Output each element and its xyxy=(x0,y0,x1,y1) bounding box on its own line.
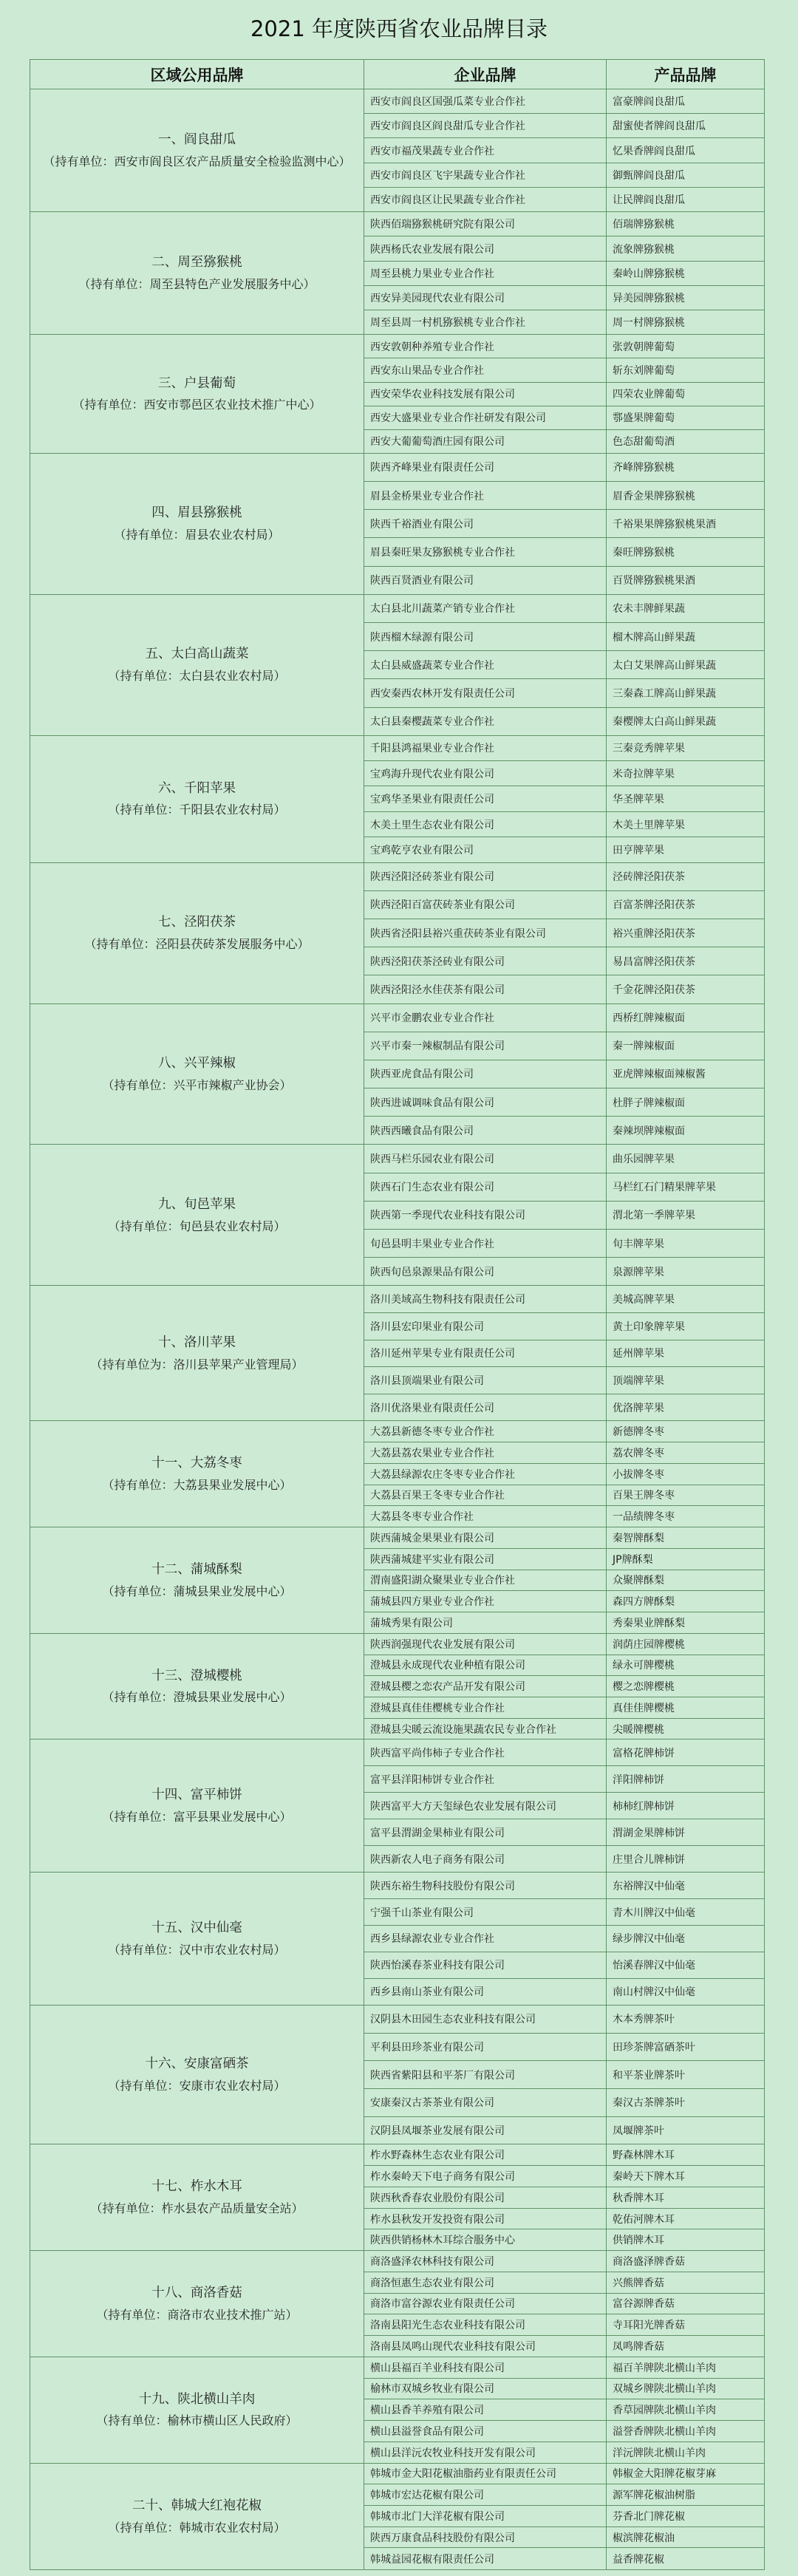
regional-brand-holder: （持有单位：周至县特色产业发展服务中心） xyxy=(78,277,316,292)
regional-brand-holder: （持有单位：韩城市农业农村局） xyxy=(108,2520,286,2535)
enterprise-brand-cell: 西安市阎良区让民果蔬专业合作社 xyxy=(364,187,607,211)
product-brand-cell: 千裕果果牌猕猴桃果酒 xyxy=(607,510,765,538)
product-brand-cell: 木美土里牌苹果 xyxy=(607,811,765,836)
regional-brand-name: 二、周至猕猴桃 xyxy=(151,255,242,270)
product-brand-cell: 百贤牌猕猴桃果酒 xyxy=(607,566,765,594)
table-row xyxy=(30,2144,765,2166)
enterprise-brand-cell: 西安大葡葡萄酒庄园有限公司 xyxy=(364,429,607,453)
product-brand-cell: 三秦森工牌高山鲜果蔬 xyxy=(607,679,765,707)
product-brand-cell: 田珍茶牌富硒茶叶 xyxy=(607,2033,765,2061)
enterprise-brand-cell: 洛川延州苹果专业有限责任公司 xyxy=(364,1340,607,1367)
product-brand-cell: 四荣农业牌葡萄 xyxy=(607,382,765,406)
table-header-row xyxy=(30,60,765,89)
product-brand-cell: 绿永可牌樱桃 xyxy=(607,1655,765,1676)
product-brand-cell: 杜胖子牌辣椒面 xyxy=(607,1088,765,1117)
regional-brand-cell xyxy=(30,862,364,1004)
enterprise-brand-cell: 安康秦汉古茶茶业有限公司 xyxy=(364,2089,607,2117)
enterprise-brand-cell: 澄城县樱之恋农产品开发有限公司 xyxy=(364,1676,607,1697)
regional-brand-cell xyxy=(30,2357,364,2463)
product-brand-cell: 富谷源牌香菇 xyxy=(607,2293,765,2314)
product-brand-cell: 青木川牌汉中仙毫 xyxy=(607,1899,765,1926)
product-brand-cell: 周一村牌猕猴桃 xyxy=(607,310,765,335)
regional-brand-cell xyxy=(30,212,364,335)
enterprise-brand-cell: 西安敦朝种养殖专业合作社 xyxy=(364,335,607,358)
enterprise-brand-cell: 陕西怡溪春茶业科技有限公司 xyxy=(364,1952,607,1978)
enterprise-brand-cell: 陕西新农人电子商务有限公司 xyxy=(364,1846,607,1873)
product-brand-cell: 泉源牌苹果 xyxy=(607,1258,765,1286)
product-brand-cell: 泾砖牌泾阳茯茶 xyxy=(607,862,765,890)
product-brand-cell: 富豪牌阎良甜瓜 xyxy=(607,89,765,114)
enterprise-brand-cell: 西安市阎良区阎良甜瓜专业合作社 xyxy=(364,114,607,138)
product-brand-cell: 裕兴重牌泾阳茯茶 xyxy=(607,919,765,947)
enterprise-brand-cell: 洛川县宏印果业有限公司 xyxy=(364,1312,607,1340)
enterprise-brand-cell: 韩城市宏达花椒有限公司 xyxy=(364,2484,607,2506)
enterprise-brand-cell: 兴平市秦一辣椒制品有限公司 xyxy=(364,1032,607,1060)
regional-brand-cell xyxy=(30,1286,364,1421)
enterprise-brand-cell: 平利县田珍茶业有限公司 xyxy=(364,2033,607,2061)
regional-brand-holder: （持有单位：太白县农业农村局） xyxy=(108,669,286,684)
regional-brand-holder: （持有单位：汉中市农业农村局） xyxy=(108,1942,286,1957)
enterprise-brand-cell: 西安大盛果业专业合作社研发有限公司 xyxy=(364,406,607,429)
product-brand-cell: 田亨牌苹果 xyxy=(607,837,765,862)
enterprise-brand-cell: 陕西旬邑泉源果品有限公司 xyxy=(364,1258,607,1286)
regional-brand-holder: （持有单位：柞水县农产品质量安全站） xyxy=(90,2201,304,2216)
regional-brand-cell xyxy=(30,1421,364,1527)
enterprise-brand-cell: 太白县北川蔬菜产销专业合作社 xyxy=(364,594,607,622)
regional-brand-cell xyxy=(30,1633,364,1740)
table-body xyxy=(30,89,765,2570)
enterprise-brand-cell: 商洛恒惠生态农业有限公司 xyxy=(364,2272,607,2293)
enterprise-brand-cell: 柞水秦岭天下电子商务有限公司 xyxy=(364,2166,607,2187)
enterprise-brand-cell: 大荔县绿源农庄冬枣专业合作社 xyxy=(364,1463,607,1485)
enterprise-brand-cell: 洛川县顶端果业有限公司 xyxy=(364,1367,607,1394)
enterprise-brand-cell: 陕西泾阳百富茯砖茶业有限公司 xyxy=(364,890,607,919)
enterprise-brand-cell: 柞水野森林生态农业有限公司 xyxy=(364,2144,607,2166)
header-enterprise-brand: 企业品牌 xyxy=(364,60,607,89)
enterprise-brand-cell: 大荔县百果王冬枣专业合作社 xyxy=(364,1485,607,1506)
product-brand-cell: 秦岭山牌猕猴桃 xyxy=(607,261,765,285)
regional-brand-name: 十四、富平柿饼 xyxy=(151,1788,242,1803)
product-brand-cell: 绿步牌汉中仙毫 xyxy=(607,1926,765,1952)
regional-brand-cell xyxy=(30,89,364,212)
enterprise-brand-cell: 西安荣华农业科技发展有限公司 xyxy=(364,382,607,406)
regional-brand-cell xyxy=(30,594,364,735)
enterprise-brand-cell: 陕西蒲城建平实业有限公司 xyxy=(364,1548,607,1570)
product-brand-cell: 木本秀牌茶叶 xyxy=(607,2005,765,2033)
enterprise-brand-cell: 商洛盛泽农林科技有限公司 xyxy=(364,2251,607,2272)
enterprise-brand-cell: 陕西供销杨林木耳综合服务中心 xyxy=(364,2229,607,2251)
product-brand-cell: 真佳佳牌樱桃 xyxy=(607,1697,765,1718)
enterprise-brand-cell: 渭南盛阳湖众聚果业专业合作社 xyxy=(364,1570,607,1591)
regional-brand-name: 二十、韩城大红袍花椒 xyxy=(132,2498,262,2513)
regional-brand-holder: （持有单位：澄城县果业发展中心） xyxy=(102,1690,292,1705)
product-brand-cell: 异美园牌猕猴桃 xyxy=(607,285,765,310)
product-brand-cell: 寺耳阳光牌香菇 xyxy=(607,2314,765,2336)
enterprise-brand-cell: 陕西第一季现代农业科技有限公司 xyxy=(364,1201,607,1229)
regional-brand-name: 七、泾阳茯茶 xyxy=(158,915,236,930)
regional-brand-name: 十一、大荔冬枣 xyxy=(151,1456,242,1471)
enterprise-brand-cell: 商洛市富谷源农业有限责任公司 xyxy=(364,2293,607,2314)
enterprise-brand-cell: 宁强千山茶业有限公司 xyxy=(364,1899,607,1926)
product-brand-cell: 东裕牌汉中仙毫 xyxy=(607,1873,765,1899)
enterprise-brand-cell: 陕西西曦食品有限公司 xyxy=(364,1117,607,1145)
product-brand-cell: 南山村牌汉中仙毫 xyxy=(607,1978,765,2005)
product-brand-cell: 米奇拉牌苹果 xyxy=(607,761,765,786)
enterprise-brand-cell: 旬邑县明丰果业专业合作社 xyxy=(364,1230,607,1258)
enterprise-brand-cell: 澄城县永成现代农业种植有限公司 xyxy=(364,1655,607,1676)
enterprise-brand-cell: 陕西齐峰果业有限责任公司 xyxy=(364,453,607,481)
product-brand-cell: 甜蜜使者牌阎良甜瓜 xyxy=(607,114,765,138)
regional-brand-holder: （持有单位：泾阳县茯砖茶发展服务中心） xyxy=(84,936,310,951)
table-row xyxy=(30,1421,765,1442)
enterprise-brand-cell: 千阳县鸿福果业专业合作社 xyxy=(364,735,607,760)
product-brand-cell: 凤堰牌茶叶 xyxy=(607,2116,765,2144)
table-row xyxy=(30,1873,765,1899)
product-brand-cell: 供销牌木耳 xyxy=(607,2229,765,2251)
product-brand-cell: 商洛盛泽牌香菇 xyxy=(607,2251,765,2272)
regional-brand-cell xyxy=(30,1873,364,2006)
enterprise-brand-cell: 韩城益园花椒有限责任公司 xyxy=(364,2548,607,2570)
regional-brand-cell xyxy=(30,2251,364,2357)
regional-brand-holder: （持有单位：商洛市农业技术推广站） xyxy=(96,2307,298,2322)
enterprise-brand-cell: 木美土里生态农业有限公司 xyxy=(364,811,607,836)
product-brand-cell: 延州牌苹果 xyxy=(607,1340,765,1367)
product-brand-cell: 旬丰牌苹果 xyxy=(607,1230,765,1258)
enterprise-brand-cell: 澄城县真佳佳樱桃专业合作社 xyxy=(364,1697,607,1718)
table-row xyxy=(30,453,765,481)
enterprise-brand-cell: 韩城市北门大洋花椒有限公司 xyxy=(364,2505,607,2526)
product-brand-cell: 源军牌花椒油树脂 xyxy=(607,2484,765,2506)
regional-brand-holder: （持有单位：旬邑县农业农村局） xyxy=(108,1219,286,1233)
regional-brand-holder: （持有单位：千阳县农业农村局） xyxy=(108,803,286,817)
enterprise-brand-cell: 陕西泾阳泾水佳茯茶有限公司 xyxy=(364,975,607,1004)
product-brand-cell: 百果王牌冬枣 xyxy=(607,1485,765,1506)
enterprise-brand-cell: 周至县桃力果业专业合作社 xyxy=(364,261,607,285)
product-brand-cell: 尖暖牌樱桃 xyxy=(607,1718,765,1740)
table-row xyxy=(30,2463,765,2484)
regional-brand-holder: （持有单位：安康市农业农村局） xyxy=(108,2078,286,2093)
regional-brand-holder: （持有单位：眉县农业农村局） xyxy=(114,528,280,542)
table-row xyxy=(30,862,765,890)
product-brand-cell: 易昌富牌泾阳茯茶 xyxy=(607,947,765,975)
product-brand-cell: 佰瑞牌猕猴桃 xyxy=(607,212,765,236)
table-row xyxy=(30,1004,765,1032)
product-brand-cell: 御甄牌阎良甜瓜 xyxy=(607,163,765,187)
regional-brand-cell xyxy=(30,2005,364,2144)
product-brand-cell: 洋阳牌柿饼 xyxy=(607,1766,765,1793)
regional-brand-name: 十、洛川苹果 xyxy=(158,1335,236,1350)
regional-brand-holder: （持有单位：蒲城县果业发展中心） xyxy=(102,1584,292,1598)
header-product-brand: 产品品牌 xyxy=(607,60,765,89)
enterprise-brand-cell: 汉阴县木田园生态农业科技有限公司 xyxy=(364,2005,607,2033)
enterprise-brand-cell: 宝鸡华圣果业有限责任公司 xyxy=(364,786,607,811)
product-brand-cell: 美城高牌苹果 xyxy=(607,1286,765,1313)
table-row xyxy=(30,1145,765,1173)
enterprise-brand-cell: 韩城市金大阳花椒油脂药业有限责任公司 xyxy=(364,2463,607,2484)
product-brand-cell: 益香牌花椒 xyxy=(607,2548,765,2570)
product-brand-cell: 富格花牌柿饼 xyxy=(607,1740,765,1766)
enterprise-brand-cell: 陕西榴木绿源有限公司 xyxy=(364,623,607,651)
enterprise-brand-cell: 兴平市金鹏农业专业合作社 xyxy=(364,1004,607,1032)
table-row xyxy=(30,735,765,760)
enterprise-brand-cell: 陕西富平大方天玺绿色农业发展有限公司 xyxy=(364,1793,607,1819)
product-brand-cell: 黄土印象牌苹果 xyxy=(607,1312,765,1340)
enterprise-brand-cell: 陕西千裕酒业有限公司 xyxy=(364,510,607,538)
product-brand-cell: 太白艾果牌高山鲜果蔬 xyxy=(607,651,765,679)
product-brand-cell: 让民牌阎良甜瓜 xyxy=(607,187,765,211)
enterprise-brand-cell: 陕西百贤酒业有限公司 xyxy=(364,566,607,594)
regional-brand-name: 六、千阳苹果 xyxy=(158,780,236,796)
enterprise-brand-cell: 太白县威盛蔬菜专业合作社 xyxy=(364,651,607,679)
regional-brand-name: 十三、澄城樱桃 xyxy=(151,1668,242,1683)
enterprise-brand-cell: 眉县金桥果业专业合作社 xyxy=(364,482,607,510)
enterprise-brand-cell: 西乡县南山茶业有限公司 xyxy=(364,1978,607,2005)
product-brand-cell: 森四方牌酥梨 xyxy=(607,1591,765,1612)
product-brand-cell: 乾佑河牌木耳 xyxy=(607,2208,765,2229)
product-brand-cell: 怡溪春牌汉中仙毫 xyxy=(607,1952,765,1978)
product-brand-cell: 双城乡牌陕北横山羊肉 xyxy=(607,2378,765,2399)
product-brand-cell: 顶端牌苹果 xyxy=(607,1367,765,1394)
enterprise-brand-cell: 陕西富平尚伟柿子专业合作社 xyxy=(364,1740,607,1766)
regional-brand-name: 八、兴平辣椒 xyxy=(158,1056,236,1071)
product-brand-cell: 韩椒金大阳牌花椒芽麻 xyxy=(607,2463,765,2484)
product-brand-cell: 洋沅牌陕北横山羊肉 xyxy=(607,2442,765,2463)
regional-brand-name: 十五、汉中仙毫 xyxy=(151,1921,242,1935)
regional-brand-name: 十九、陕北横山羊肉 xyxy=(138,2391,256,2407)
product-brand-cell: 农未丰牌鲜果蔬 xyxy=(607,594,765,622)
product-brand-cell: 色态甜葡萄酒 xyxy=(607,429,765,453)
enterprise-brand-cell: 陕西蒲城金果果业有限公司 xyxy=(364,1527,607,1549)
table-row xyxy=(30,2357,765,2378)
regional-brand-holder: （持有单位：榆林市横山区人民政府） xyxy=(96,2413,298,2428)
product-brand-cell: 齐峰牌猕猴桃 xyxy=(607,453,765,481)
product-brand-cell: 西桥红牌辣椒面 xyxy=(607,1004,765,1032)
product-brand-cell: 秦旺牌猕猴桃 xyxy=(607,538,765,566)
enterprise-brand-cell: 陕西进诚调味食品有限公司 xyxy=(364,1088,607,1117)
product-brand-cell: 小拔牌冬枣 xyxy=(607,1463,765,1485)
enterprise-brand-cell: 陕西东裕生物科技股份有限公司 xyxy=(364,1873,607,1899)
enterprise-brand-cell: 澄城县尖暖云流设施果蔬农民专业合作社 xyxy=(364,1718,607,1740)
product-brand-cell: 马栏红石门精果牌苹果 xyxy=(607,1173,765,1201)
table-row xyxy=(30,1286,765,1313)
enterprise-brand-cell: 陕西杨氏农业发展有限公司 xyxy=(364,236,607,261)
product-brand-cell: 新德牌冬枣 xyxy=(607,1421,765,1442)
product-brand-cell: 众聚牌酥梨 xyxy=(607,1570,765,1591)
product-brand-cell: 和平茶业牌茶叶 xyxy=(607,2061,765,2089)
enterprise-brand-cell: 陕西秋香春农业股份有限公司 xyxy=(364,2187,607,2208)
product-brand-cell: 斩东刘牌葡萄 xyxy=(607,358,765,382)
regional-brand-name: 九、旬邑苹果 xyxy=(158,1196,236,1212)
enterprise-brand-cell: 陕西马栏乐园农业有限公司 xyxy=(364,1145,607,1173)
enterprise-brand-cell: 富平县渭湖金果柿业有限公司 xyxy=(364,1819,607,1846)
enterprise-brand-cell: 洛川美域高生物科技有限责任公司 xyxy=(364,1286,607,1313)
table-row xyxy=(30,212,765,236)
product-brand-cell: 秋香牌木耳 xyxy=(607,2187,765,2208)
product-brand-cell: 兴熊牌香菇 xyxy=(607,2272,765,2293)
enterprise-brand-cell: 洛南县凤鸣山现代农业科技有限公司 xyxy=(364,2336,607,2357)
regional-brand-cell xyxy=(30,1740,364,1873)
regional-brand-name: 四、眉县猕猴桃 xyxy=(151,505,242,521)
product-brand-cell: 千金花牌泾阳茯茶 xyxy=(607,975,765,1004)
product-brand-cell: 秦樱牌太白高山鲜果蔬 xyxy=(607,707,765,735)
product-brand-cell: 秦岭天下牌木耳 xyxy=(607,2166,765,2187)
product-brand-cell: 秦汉古茶牌茶叶 xyxy=(607,2089,765,2117)
product-brand-cell: 香草园牌陕北横山羊肉 xyxy=(607,2399,765,2421)
regional-brand-name: 一、阎良甜瓜 xyxy=(158,132,236,148)
enterprise-brand-cell: 西安市福茂果蔬专业合作社 xyxy=(364,138,607,163)
product-brand-cell: 忆果香牌阎良甜瓜 xyxy=(607,138,765,163)
enterprise-brand-cell: 宝鸡乾亨农业有限公司 xyxy=(364,837,607,862)
table-row xyxy=(30,2251,765,2272)
enterprise-brand-cell: 陕西润强现代农业发展有限公司 xyxy=(364,1633,607,1655)
regional-brand-holder: （持有单位为：洛川县苹果产业管理局） xyxy=(90,1357,304,1372)
enterprise-brand-cell: 洛南县阳光生态农业科技有限公司 xyxy=(364,2314,607,2336)
product-brand-cell: 野森林牌木耳 xyxy=(607,2144,765,2166)
product-brand-cell: 芬香北门牌花椒 xyxy=(607,2505,765,2526)
product-brand-cell: 凤鸣牌香菇 xyxy=(607,2336,765,2357)
product-brand-cell: 三秦竞秀牌苹果 xyxy=(607,735,765,760)
regional-brand-holder: （持有单位：西安市鄠邑区农业技术推广中心） xyxy=(72,398,321,412)
page-title: 2021 年度陕西省农业品牌目录 xyxy=(250,16,548,41)
enterprise-brand-cell: 蒲城县四方果业专业合作社 xyxy=(364,1591,607,1612)
regional-brand-name: 十八、商洛香菇 xyxy=(151,2286,242,2301)
enterprise-brand-cell: 西安市阎良区飞宇果蔬专业合作社 xyxy=(364,163,607,187)
enterprise-brand-cell: 柞水县秋发开发投资有限公司 xyxy=(364,2208,607,2229)
enterprise-brand-cell: 西乡县绿源农业专业合作社 xyxy=(364,1926,607,1952)
product-brand-cell: 秀秦果业牌酥梨 xyxy=(607,1612,765,1634)
product-brand-cell: 润荫庄园牌樱桃 xyxy=(607,1633,765,1655)
enterprise-brand-cell: 大荔县冬枣专业合作社 xyxy=(364,1506,607,1527)
regional-brand-holder: （持有单位：西安市阎良区农产品质量安全检验监测中心） xyxy=(43,154,351,168)
product-brand-cell: 优洛牌苹果 xyxy=(607,1394,765,1421)
regional-brand-holder: （持有单位：大荔县果业发展中心） xyxy=(102,1478,292,1493)
product-brand-cell: 秦辣坝牌辣椒面 xyxy=(607,1117,765,1145)
table-row xyxy=(30,335,765,358)
enterprise-brand-cell: 周至县周一村机猕猴桃专业合作社 xyxy=(364,310,607,335)
enterprise-brand-cell: 洛川优洛果业有限责任公司 xyxy=(364,1394,607,1421)
enterprise-brand-cell: 汉阴县凤堰茶业发展有限公司 xyxy=(364,2116,607,2144)
brand-catalog-table xyxy=(30,59,765,2570)
header-regional-brand: 区域公用品牌 xyxy=(30,60,364,89)
product-brand-cell: 百富茶牌泾阳茯茶 xyxy=(607,890,765,919)
enterprise-brand-cell: 横山县福百羊业科技有限公司 xyxy=(364,2357,607,2378)
enterprise-brand-cell: 陕西泾阳泾砖茶业有限公司 xyxy=(364,862,607,890)
product-brand-cell: 曲乐园牌苹果 xyxy=(607,1145,765,1173)
product-brand-cell: 溢誉香牌陕北横山羊肉 xyxy=(607,2421,765,2442)
table-row xyxy=(30,1740,765,1766)
table-row xyxy=(30,594,765,622)
regional-brand-name: 十二、蒲城酥梨 xyxy=(151,1561,242,1577)
regional-brand-name: 十七、柞水木耳 xyxy=(151,2179,242,2195)
enterprise-brand-cell: 眉县秦旺果友猕猴桃专业合作社 xyxy=(364,538,607,566)
regional-brand-cell xyxy=(30,735,364,862)
regional-brand-name: 五、太白高山蔬菜 xyxy=(145,647,249,662)
product-brand-cell: 渭湖金果牌柿饼 xyxy=(607,1819,765,1846)
product-brand-cell: 鄠盛果牌葡萄 xyxy=(607,406,765,429)
product-brand-cell: 亚虎牌辣椒面辣椒酱 xyxy=(607,1060,765,1088)
enterprise-brand-cell: 榆林市双城乡牧业有限公司 xyxy=(364,2378,607,2399)
enterprise-brand-cell: 横山县洋沅农牧业科技开发有限公司 xyxy=(364,2442,607,2463)
regional-brand-holder: （持有单位：富平县果业发展中心） xyxy=(102,1810,292,1824)
enterprise-brand-cell: 大荔县荔农果业专业合作社 xyxy=(364,1442,607,1464)
product-brand-cell: JP牌酥梨 xyxy=(607,1548,765,1570)
product-brand-cell: 华圣牌苹果 xyxy=(607,786,765,811)
enterprise-brand-cell: 陕西石门生态农业有限公司 xyxy=(364,1173,607,1201)
enterprise-brand-cell: 富平县洋阳柿饼专业合作社 xyxy=(364,1766,607,1793)
enterprise-brand-cell: 西安市阎良区国强瓜菜专业合作社 xyxy=(364,89,607,114)
regional-brand-name: 十六、安康富硒茶 xyxy=(145,2057,249,2072)
enterprise-brand-cell: 西安东山果品专业合作社 xyxy=(364,358,607,382)
enterprise-brand-cell: 横山县溢誉食品有限公司 xyxy=(364,2421,607,2442)
regional-brand-cell xyxy=(30,453,364,594)
product-brand-cell: 眉香金果牌猕猴桃 xyxy=(607,482,765,510)
product-brand-cell: 樱之恋牌樱桃 xyxy=(607,1676,765,1697)
regional-brand-cell xyxy=(30,2463,364,2570)
product-brand-cell: 柿柿红牌柿饼 xyxy=(607,1793,765,1819)
regional-brand-cell xyxy=(30,335,364,454)
product-brand-cell: 秦智牌酥梨 xyxy=(607,1527,765,1549)
product-brand-cell: 荔农牌冬枣 xyxy=(607,1442,765,1464)
product-brand-cell: 秦一牌辣椒面 xyxy=(607,1032,765,1060)
enterprise-brand-cell: 大荔县新德冬枣专业合作社 xyxy=(364,1421,607,1442)
enterprise-brand-cell: 宝鸡海升现代农业有限公司 xyxy=(364,761,607,786)
enterprise-brand-cell: 陕西亚虎食品有限公司 xyxy=(364,1060,607,1088)
table-row xyxy=(30,2005,765,2033)
enterprise-brand-cell: 太白县秦樱蔬菜专业合作社 xyxy=(364,707,607,735)
product-brand-cell: 渭北第一季牌苹果 xyxy=(607,1201,765,1229)
enterprise-brand-cell: 西安异美园现代农业有限公司 xyxy=(364,285,607,310)
regional-brand-name: 三、户县葡萄 xyxy=(158,375,236,391)
product-brand-cell: 一品绩牌冬枣 xyxy=(607,1506,765,1527)
enterprise-brand-cell: 蒲城秀果有限公司 xyxy=(364,1612,607,1634)
regional-brand-cell xyxy=(30,1004,364,1145)
enterprise-brand-cell: 西安秦西农林开发有限责任公司 xyxy=(364,679,607,707)
enterprise-brand-cell: 陕西省紫阳县和平茶厂有限公司 xyxy=(364,2061,607,2089)
enterprise-brand-cell: 横山县香羊养殖有限公司 xyxy=(364,2399,607,2421)
product-brand-cell: 榴木牌高山鲜果蔬 xyxy=(607,623,765,651)
enterprise-brand-cell: 陕西泾阳茯茶泾砖业有限公司 xyxy=(364,947,607,975)
product-brand-cell: 福百羊牌陕北横山羊肉 xyxy=(607,2357,765,2378)
regional-brand-cell xyxy=(30,1527,364,1634)
table-row xyxy=(30,1527,765,1549)
product-brand-cell: 庄里合儿牌柿饼 xyxy=(607,1846,765,1873)
enterprise-brand-cell: 陕西佰瑞猕猴桃研究院有限公司 xyxy=(364,212,607,236)
enterprise-brand-cell: 陕西省泾阳县裕兴重茯砖茶业有限公司 xyxy=(364,919,607,947)
table-row xyxy=(30,1633,765,1655)
product-brand-cell: 张敦朝牌葡萄 xyxy=(607,335,765,358)
enterprise-brand-cell: 陕西万康食品科技股份有限公司 xyxy=(364,2526,607,2548)
table-row xyxy=(30,89,765,114)
regional-brand-cell xyxy=(30,2144,364,2251)
regional-brand-cell xyxy=(30,1145,364,1286)
regional-brand-holder: （持有单位：兴平市辣椒产业协会） xyxy=(102,1077,292,1092)
product-brand-cell: 椒滨牌花椒油 xyxy=(607,2526,765,2548)
product-brand-cell: 流象牌猕猴桃 xyxy=(607,236,765,261)
